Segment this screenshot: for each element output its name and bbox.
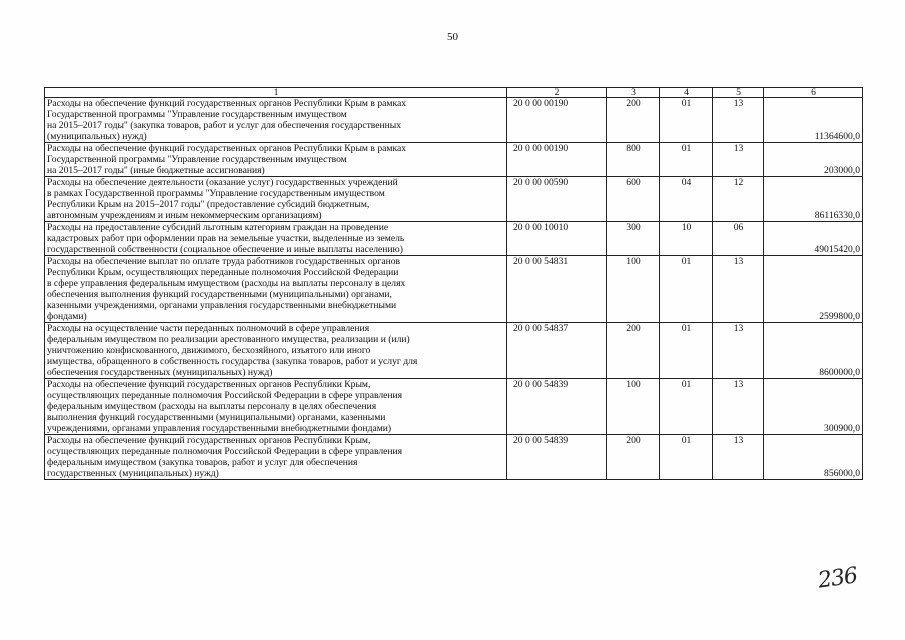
row-col5: 13 bbox=[713, 256, 764, 323]
row-code: 20 0 00 00190 bbox=[507, 98, 607, 143]
col-header-3: 3 bbox=[607, 88, 660, 98]
row-code: 20 0 00 10010 bbox=[507, 222, 607, 256]
row-col5: 13 bbox=[713, 379, 764, 435]
row-col3: 600 bbox=[607, 177, 660, 222]
table-row bbox=[45, 379, 863, 435]
col-header-code: 2 bbox=[507, 88, 607, 98]
row-col3: 200 bbox=[607, 98, 660, 143]
row-col5: 06 bbox=[713, 222, 764, 256]
row-col4: 01 bbox=[660, 323, 713, 379]
table-row bbox=[45, 435, 863, 480]
row-col5: 12 bbox=[713, 177, 764, 222]
table-row bbox=[45, 143, 863, 177]
row-col3: 100 bbox=[607, 379, 660, 435]
row-amount: 300900,0 bbox=[764, 379, 863, 435]
row-description: Расходы на обеспечение функций государственных органов Республики Крым, осуществляющих переданные полномочия Российской Федерации в сфере управления федеральным имуществом (расходы на выплаты персоналу в целях обеспечения выполнения функций государственными (муниципальными) органами, казенными учреждениями, органами управления государственными внебюджетными фондами) bbox=[45, 379, 507, 435]
handwritten-page-mark: 236 bbox=[816, 563, 859, 594]
row-code: 20 0 00 54839 bbox=[507, 379, 607, 435]
row-description: Расходы на осуществление части переданных полномочий в сфере управления федеральным имуществом по реализации арестованного имущества, реализации и (или) уничтожению конфискованного, движимого, бесхозяйного, изъятого или иного имущества, обращенного в собственность государства (закупка товаров, работ и услуг для обеспечения государственных (муниципальных) нужд) bbox=[45, 323, 507, 379]
row-description: Расходы на обеспечение функций государственных органов Республики Крым в рамках Государственной программы "Управление государственным имуществом на 2015–2017 годы" (иные бюджетные ассигнования) bbox=[45, 143, 507, 177]
row-col3: 300 bbox=[607, 222, 660, 256]
row-col4: 01 bbox=[660, 256, 713, 323]
row-col4: 01 bbox=[660, 143, 713, 177]
table-row bbox=[45, 177, 863, 222]
row-code: 20 0 00 00590 bbox=[507, 177, 607, 222]
row-description: Расходы на обеспечение функций государственных органов Республики Крым, осуществляющих переданные полномочия Российской Федерации в сфере управления федеральным имуществом (закупка товаров, работ и услуг для обеспечения государственных (муниципальных) нужд) bbox=[45, 435, 507, 480]
page-number: 50 bbox=[447, 31, 458, 43]
row-code: 20 0 00 00190 bbox=[507, 143, 607, 177]
row-description: Расходы на обеспечение функций государственных органов Республики Крым в рамках Государственной программы "Управление государственным имуществом на 2015–2017 годы" (закупка товаров, работ и услуг для обеспечения государственных (муниципальных) нужд) bbox=[45, 98, 507, 143]
row-amount: 49015420,0 bbox=[764, 222, 863, 256]
row-col5: 13 bbox=[713, 98, 764, 143]
row-col4: 01 bbox=[660, 379, 713, 435]
row-col4: 10 bbox=[660, 222, 713, 256]
budget-table bbox=[44, 87, 863, 480]
row-amount: 2599800,0 bbox=[764, 256, 863, 323]
row-code: 20 0 00 54839 bbox=[507, 435, 607, 480]
row-col5: 13 bbox=[713, 323, 764, 379]
row-col5: 13 bbox=[713, 435, 764, 480]
row-code: 20 0 00 54837 bbox=[507, 323, 607, 379]
row-amount: 203000,0 bbox=[764, 143, 863, 177]
row-col4: 01 bbox=[660, 435, 713, 480]
row-col3: 200 bbox=[607, 323, 660, 379]
table-row bbox=[45, 98, 863, 143]
table-header-row bbox=[45, 88, 863, 98]
row-col5: 13 bbox=[713, 143, 764, 177]
row-amount: 11364600,0 bbox=[764, 98, 863, 143]
col-header-5: 5 bbox=[713, 88, 764, 98]
table-row bbox=[45, 323, 863, 379]
row-col3: 200 bbox=[607, 435, 660, 480]
table-row bbox=[45, 222, 863, 256]
table-row bbox=[45, 256, 863, 323]
row-amount: 856000,0 bbox=[764, 435, 863, 480]
row-amount: 86116330,0 bbox=[764, 177, 863, 222]
row-amount: 8600000,0 bbox=[764, 323, 863, 379]
row-description: Расходы на обеспечение выплат по оплате труда работников государственных органов Республики Крым, осуществляющих переданные полномочия Российской Федерации в сфере управления федеральным имуществом (расходы на выплаты персоналу в целях обеспечения выполнения функций государственными (муниципальными) органами, казенными учреждениями, органами управления государственными внебюджетными фондами) bbox=[45, 256, 507, 323]
col-header-description: 1 bbox=[45, 88, 507, 98]
row-description: Расходы на предоставление субсидий льготным категориям граждан на проведение кадастровых работ при оформлении прав на земельные участки, выделенные из земель государственной собственности (социальное обеспечение и иные выплаты населению) bbox=[45, 222, 507, 256]
row-code: 20 0 00 54831 bbox=[507, 256, 607, 323]
row-col3: 800 bbox=[607, 143, 660, 177]
row-col3: 100 bbox=[607, 256, 660, 323]
row-col4: 04 bbox=[660, 177, 713, 222]
col-header-amount: 6 bbox=[764, 88, 863, 98]
row-description: Расходы на обеспечение деятельности (оказание услуг) государственных учреждений в рамках Государственной программы "Управление государственным имуществом Республики Крым на 2015–2017 годы" (предоставление субсидий бюджетным, автономным учреждениям и иным некоммерческим организациям) bbox=[45, 177, 507, 222]
row-col4: 01 bbox=[660, 98, 713, 143]
col-header-4: 4 bbox=[660, 88, 713, 98]
